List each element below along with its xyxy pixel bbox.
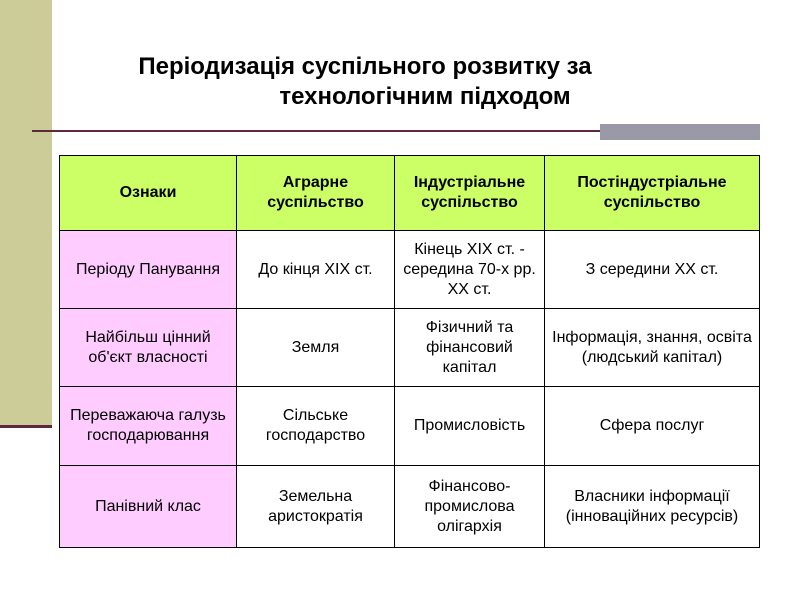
side-decoration-line — [0, 425, 52, 428]
table-cell: Інформація, знання, освіта (людський капітал) — [545, 309, 760, 387]
table-row — [60, 466, 760, 548]
row-header-dominant-sector: Переважаюча галузь господарювання — [60, 387, 237, 466]
table-cell: Фізичний та фінансовий капітал — [395, 309, 545, 387]
side-decoration-bar — [0, 0, 52, 427]
table-row — [60, 387, 760, 466]
slide-title — [60, 52, 740, 112]
table-row — [60, 231, 760, 309]
table-row — [60, 309, 760, 387]
row-header-valuable-object: Найбільш цінний об'єкт власності — [60, 309, 237, 387]
title-divider-accent — [600, 124, 760, 140]
periodization-table — [59, 155, 760, 548]
table-cell: Земельна аристократія — [237, 466, 395, 548]
table-cell: Власники інформації (інноваційних ресурсів) — [545, 466, 760, 548]
table-cell: З середини XX ст. — [545, 231, 760, 309]
table-cell: Промисловість — [395, 387, 545, 466]
column-header-features: Ознаки — [60, 156, 237, 231]
table-cell: До кінця XIX ст. — [237, 231, 395, 309]
table-cell: Сфера послуг — [545, 387, 760, 466]
table-cell: Кінець XIX ст. - середина 70-х рр. XX ст. — [395, 231, 545, 309]
column-header-agrarian: Аграрне суспільство — [237, 156, 395, 231]
column-header-industrial: Індустріальне суспільство — [395, 156, 545, 231]
table-cell: Земля — [237, 309, 395, 387]
title-line-1: Періодизація суспільного розвитку за — [138, 53, 592, 80]
table-cell: Фінансово-промислова олігархія — [395, 466, 545, 548]
row-header-ruling-class: Панівний клас — [60, 466, 237, 548]
column-header-postindustrial: Постіндустріальне суспільство — [545, 156, 760, 231]
title-line-2: технологічним підходом — [279, 83, 571, 110]
table-cell: Сільське господарство — [237, 387, 395, 466]
row-header-period: Періоду Панування — [60, 231, 237, 309]
table-header-row — [60, 156, 760, 231]
